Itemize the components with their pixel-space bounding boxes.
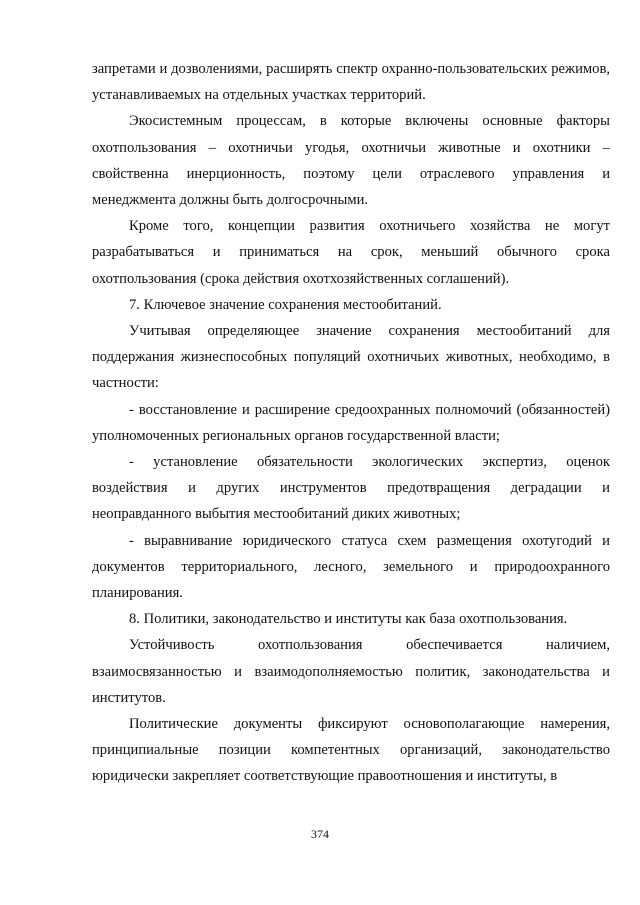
paragraph-3: Кроме того, концепции развития охотничьего хозяйства не могут разрабатываться и приниматься на срок, меньший обычного срока охотпользования (срока действия охотхозяйственных соглашений). <box>92 218 610 287</box>
paragraph-2: Экосистемным процессам, в которые включены основные факторы охотпользования – охотничьи угодья, охотничьи животные и охотники – свойственна инерционность, поэтому цели отраслевого управления и менеджмента должны быть долгосрочными. <box>92 113 610 209</box>
section-heading-8: 8. Политики, законодательство и институты как база охотпользования. <box>129 611 568 628</box>
section-heading-7: 7. Ключевое значение сохранения местообитаний. <box>129 296 442 313</box>
list-item-3: - выравнивание юридического статуса схем размещения охотугодий и документов территориального, лесного, земельного и природоохранного планирования. <box>92 532 610 602</box>
paragraph-11: Политические документы фиксируют основополагающие намерения, принципиальные позиции компетентных организаций, законодательство юридически закрепляет соответствующие правоотношения и институты, в <box>92 716 610 785</box>
paragraph-1: запретами и дозволениями, расширять спектр охранно-пользовательских режимов, устанавливаемых на отдельных участках территорий. <box>92 61 610 104</box>
document-page <box>92 56 610 790</box>
page-number: 374 <box>311 827 329 841</box>
paragraph-10: Устойчивость охотпользования обеспечивается наличием, взаимосвязанностью и взаимодополняемостью политик, законодательства и институтов. <box>92 637 610 706</box>
paragraph-5: Учитывая определяющее значение сохранения местообитаний для поддержания жизнеспособных популяций охотничьих животных, необходимо, в частности: <box>92 323 610 392</box>
list-item-1: - восстановление и расширение средоохранных полномочий (обязанностей) уполномоченных региональных органов государственной власти; <box>92 401 610 444</box>
list-item-2: - установление обязательности экологических экспертиз, оценок воздействия и других инструментов предотвращения деградации и неоправданного выбытия местообитаний диких животных; <box>92 454 610 523</box>
